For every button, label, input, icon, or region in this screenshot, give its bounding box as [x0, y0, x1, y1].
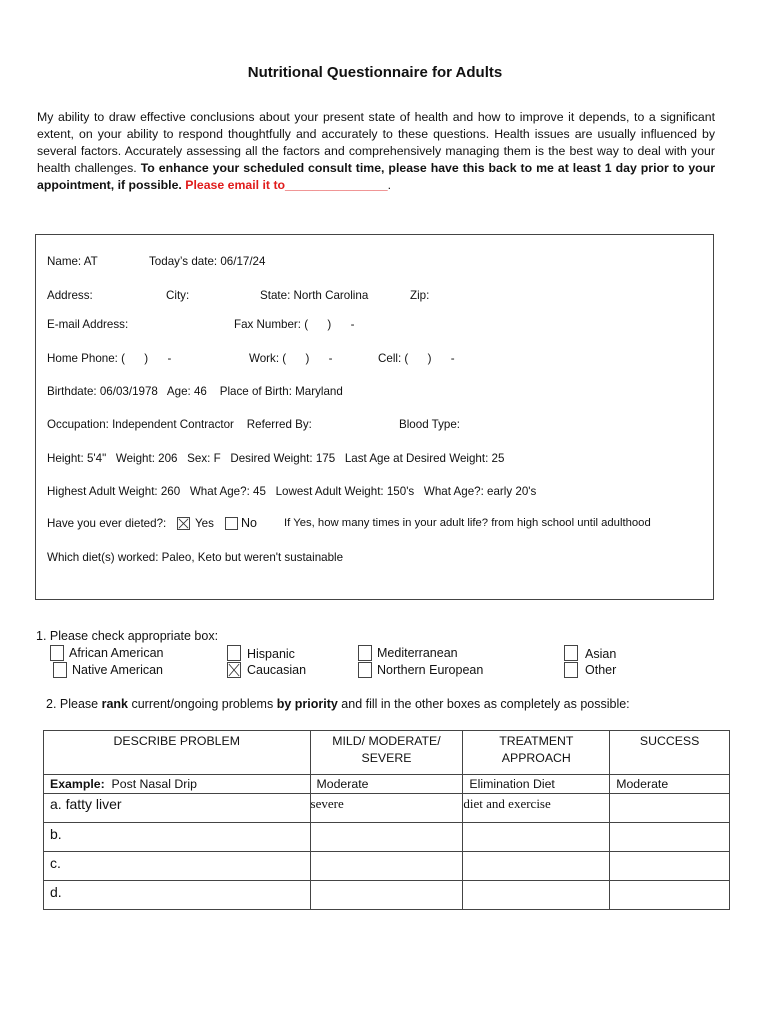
- table-row: [44, 794, 730, 823]
- header-text: SUCCESS: [639, 734, 700, 748]
- label-caucasian: Caucasian: [247, 663, 307, 677]
- example-problem: Post Nasal Drip: [111, 777, 197, 791]
- severity-cell[interactable]: [310, 823, 463, 852]
- diet-times-field[interactable]: If Yes, how many times in your adult life? from high school until adulthood: [284, 517, 651, 529]
- problems-table: [43, 730, 730, 910]
- home-phone-field[interactable]: Home Phone: ( ) -: [47, 352, 172, 365]
- label-asian: Asian: [585, 647, 617, 661]
- example-success-cell: Moderate: [610, 775, 730, 794]
- work-phone-field[interactable]: Work: ( ) -: [249, 352, 333, 365]
- label-native-american: Native American: [72, 663, 164, 677]
- treatment-cell[interactable]: diet and exercise: [463, 794, 610, 823]
- fax-field[interactable]: Fax Number: ( ) -: [234, 318, 355, 331]
- label-mediterranean: Mediterranean: [377, 646, 458, 660]
- intro-end: .: [387, 178, 392, 192]
- dieted-no-label: No: [241, 516, 257, 530]
- dieted-no-checkbox[interactable]: [225, 517, 238, 530]
- table-row: [44, 881, 730, 910]
- example-label: Example:: [50, 777, 105, 791]
- birthdate-line[interactable]: Birthdate: 06/03/1978 Age: 46 Place of Birth: Maryland: [47, 385, 343, 398]
- table-row: [44, 823, 730, 852]
- intro-bold-text: To enhance your scheduled consult time, please have this back to me at least 1 day prior to your appointment, if possible.: [37, 161, 715, 192]
- section2-mid: current/ongoing problems: [128, 697, 277, 711]
- checkbox-asian[interactable]: [564, 645, 578, 661]
- treatment-cell[interactable]: [463, 823, 610, 852]
- success-cell[interactable]: [610, 823, 730, 852]
- example-treatment-cell: Elimination Diet: [463, 775, 610, 794]
- severity-cell[interactable]: [310, 881, 463, 910]
- personal-info-box: [35, 234, 714, 600]
- dieted-question: Have you ever dieted?:: [47, 517, 167, 530]
- section2-priority: by priority: [276, 697, 338, 711]
- height-weight-line[interactable]: Height: 5'4" Weight: 206 Sex: F Desired Weight: 175 Last Age at Desired Weight: 25: [47, 452, 505, 465]
- occupation-line[interactable]: Occupation: Independent Contractor Referred By:: [47, 418, 312, 431]
- checkbox-mediterranean[interactable]: [358, 645, 372, 661]
- severity-cell[interactable]: severe: [310, 794, 463, 823]
- example-row: [44, 775, 730, 794]
- section2-suffix: and fill in the other boxes as completely as possible:: [337, 697, 630, 711]
- header-describe-problem: [44, 731, 311, 775]
- header-success: [610, 731, 730, 775]
- checkbox-northern-european[interactable]: [358, 662, 372, 678]
- checkbox-african-american[interactable]: [50, 645, 64, 661]
- label-african-american: African American: [69, 646, 164, 660]
- dieted-yes-checkbox[interactable]: [177, 517, 190, 530]
- blood-type-field[interactable]: Blood Type:: [399, 418, 461, 431]
- city-field[interactable]: City:: [166, 289, 190, 302]
- section2-heading: [46, 697, 630, 711]
- success-cell[interactable]: [610, 794, 730, 823]
- problem-cell[interactable]: d.: [44, 881, 311, 910]
- treatment-cell[interactable]: [463, 852, 610, 881]
- checkbox-other[interactable]: [564, 662, 578, 678]
- checkbox-caucasian[interactable]: [227, 662, 241, 678]
- email-field[interactable]: E-mail Address:: [47, 318, 129, 331]
- label-hispanic: Hispanic: [247, 647, 295, 661]
- intro-paragraph: [37, 109, 715, 194]
- success-cell[interactable]: [610, 881, 730, 910]
- problem-cell[interactable]: c.: [44, 852, 311, 881]
- problem-cell[interactable]: a. fatty liver: [44, 794, 311, 823]
- check-x-icon: [178, 518, 189, 529]
- header-text: DESCRIBE PROBLEM: [113, 734, 240, 748]
- example-problem-cell: [44, 775, 311, 794]
- checkbox-hispanic[interactable]: [227, 645, 241, 661]
- label-other: Other: [585, 663, 617, 677]
- section2-prefix: 2. Please: [46, 697, 102, 711]
- zip-field[interactable]: Zip:: [410, 289, 430, 302]
- label-northern-european: Northern European: [377, 663, 484, 677]
- state-field[interactable]: State: North Carolina: [260, 289, 369, 302]
- table-row: [44, 852, 730, 881]
- highest-weight-line[interactable]: Highest Adult Weight: 260 What Age?: 45 Lowest Adult Weight: 150's What Age?: early 20's: [47, 485, 537, 498]
- name-field[interactable]: Name: AT: [47, 255, 98, 268]
- header-text: MILD/ MODERATE/ SEVERE: [332, 734, 441, 765]
- intro-email-text: Please email it to_______________: [185, 178, 388, 192]
- header-text: TREATMENT APPROACH: [499, 734, 574, 765]
- table-header-row: [44, 731, 730, 775]
- cell-phone-field[interactable]: Cell: ( ) -: [378, 352, 455, 365]
- page-title: Nutritional Questionnaire for Adults: [247, 64, 503, 81]
- address-field[interactable]: Address:: [47, 289, 93, 302]
- header-treatment: [463, 731, 610, 775]
- check-x-icon: [228, 663, 240, 677]
- checkbox-native-american[interactable]: [53, 662, 67, 678]
- treatment-cell[interactable]: [463, 881, 610, 910]
- severity-cell[interactable]: [310, 852, 463, 881]
- success-cell[interactable]: [610, 852, 730, 881]
- example-severity-cell: Moderate: [310, 775, 463, 794]
- section2-rank: rank: [101, 697, 128, 711]
- problem-cell[interactable]: b.: [44, 823, 311, 852]
- date-field[interactable]: Today’s date: 06/17/24: [149, 255, 266, 268]
- intro-text: My ability to draw effective conclusions about your present state of health and how to improve it depends, to a significant extent, on your ability to respond thoughtfully and accurately to these questions. Health issues are usually influenced by several factors. Accurately assessing all the factors and comprehensively managing them is the best way to deal with your health challenges.: [37, 110, 715, 175]
- section1-heading: 1. Please check appropriate box:: [36, 629, 219, 643]
- diets-worked-field[interactable]: Which diet(s) worked: Paleo, Keto but weren't sustainable: [47, 551, 344, 564]
- dieted-yes-label: Yes: [195, 517, 214, 530]
- header-severity: [310, 731, 463, 775]
